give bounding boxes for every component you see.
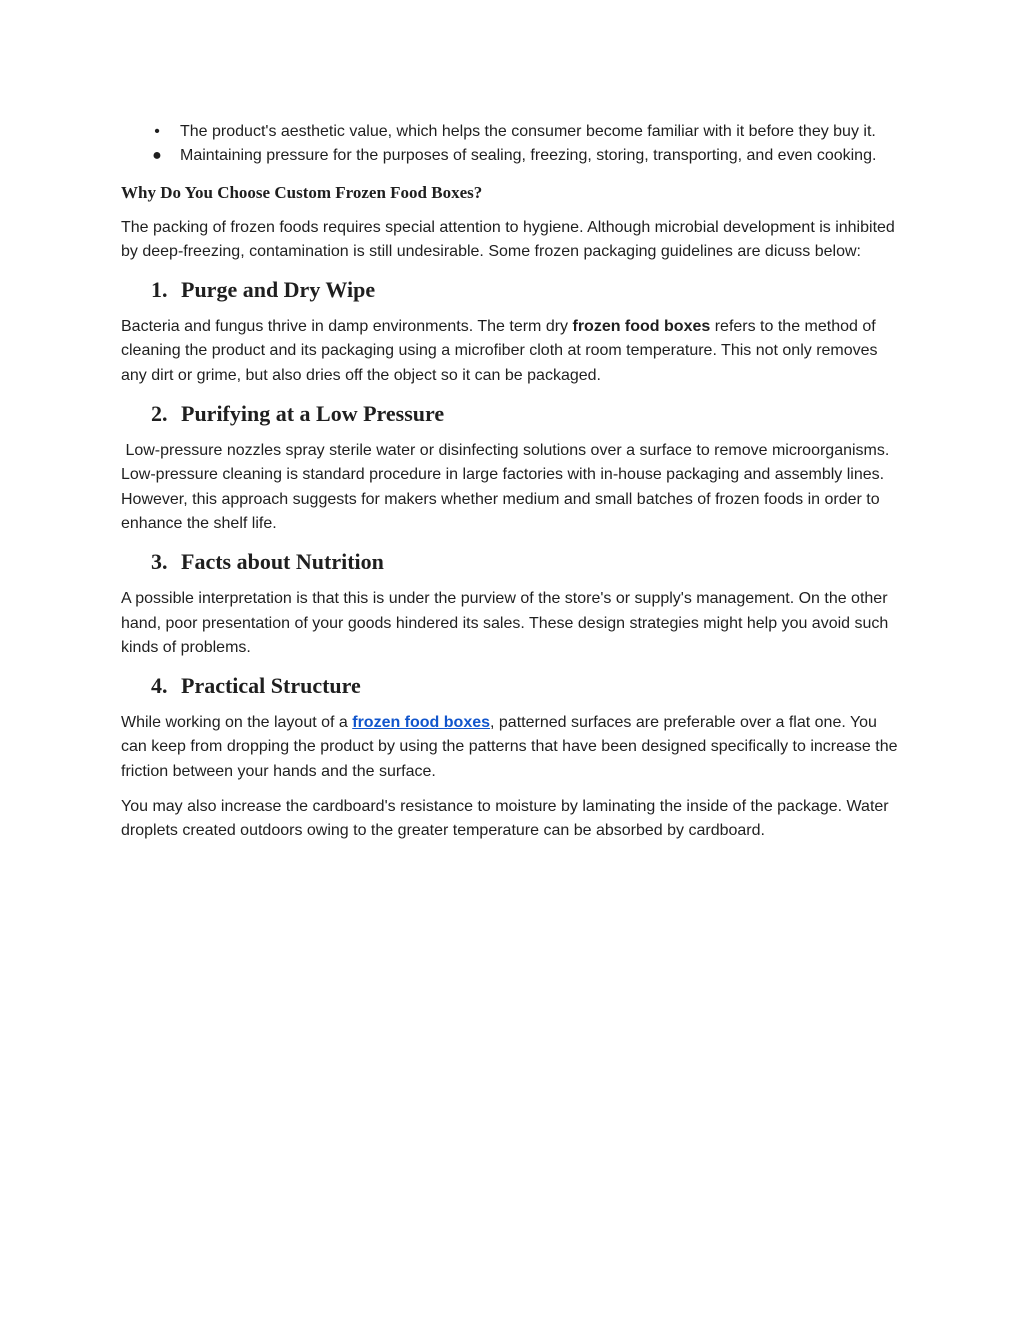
frozen-food-boxes-link[interactable]: frozen food boxes <box>352 714 491 732</box>
section-number: 1. <box>151 277 168 303</box>
section-title: Purifying at a Low Pressure <box>181 401 445 427</box>
paragraph-text: While working on the layout of a <box>121 714 353 732</box>
bullet-text: The product's aesthetic value, which helps the consumer become familiar with it before they buy it. <box>180 123 876 140</box>
section-paragraph-4 <box>121 711 906 784</box>
section-number: 2. <box>151 401 168 427</box>
section-heading-4 <box>121 672 906 700</box>
section-title: Facts about Nutrition <box>181 549 384 575</box>
section-paragraph-3: A possible interpretation is that this is under the purview of the store's or supply's management. On the other hand, poor presentation of your goods hindered its sales. These design strategies might help you avoid such kinds of problems. <box>121 590 889 656</box>
section-heading-1 <box>121 276 906 304</box>
bullet-list <box>121 120 906 169</box>
section-paragraph-1 <box>121 315 906 388</box>
section-number: 4. <box>151 673 168 699</box>
paragraph-text: refers to the method of cleaning the product and its packaging using a microfiber cloth at room temperature. This not only removes any dirt or grime, but also dries off the object so it can be packaged. <box>121 318 878 384</box>
list-item <box>121 144 906 168</box>
bullet-marker: • <box>154 123 160 140</box>
section-paragraph-2: Low-pressure nozzles spray sterile water or disinfecting solutions over a surface to remove microorganisms. Low-pressure cleaning is standard procedure in large factories with in-house packaging and assembly lines. However, this approach suggests for makers whether medium and small batches of frozen foods in order to enhance the shelf life. <box>121 442 894 532</box>
list-item <box>121 120 906 144</box>
section-heading-2 <box>121 400 906 428</box>
section-number: 3. <box>151 549 168 575</box>
intro-paragraph: The packing of frozen foods requires special attention to hygiene. Although microbial development is inhibited by deep-freezing, contamination is still undesirable. Some frozen packaging guidelines are dicuss below: <box>121 218 895 260</box>
bold-keyword: frozen food boxes <box>572 318 711 336</box>
bullet-text: Maintaining pressure for the purposes of sealing, freezing, storing, transporting, and even cooking. <box>180 147 877 165</box>
section-paragraph-4b: You may also increase the cardboard's resistance to moisture by laminating the inside of the package. Water droplets created outdoors owing to the greater temperature can be absorbed by cardboard. <box>121 798 889 840</box>
section-title: Practical Structure <box>181 673 361 699</box>
section-title: Purge and Dry Wipe <box>181 277 376 303</box>
section-heading-3 <box>121 548 906 576</box>
bullet-marker: ● <box>152 147 162 165</box>
paragraph-text: Bacteria and fungus thrive in damp environments. The term dry <box>121 318 573 336</box>
document-page <box>121 120 906 844</box>
subheading: Why Do You Choose Custom Frozen Food Boxes? <box>121 182 483 202</box>
paragraph-text: , patterned surfaces are preferable over a flat one. You can keep from dropping the product by using the patterns that have been designed specifically to increase the friction between your hands and the surface. <box>121 714 898 780</box>
